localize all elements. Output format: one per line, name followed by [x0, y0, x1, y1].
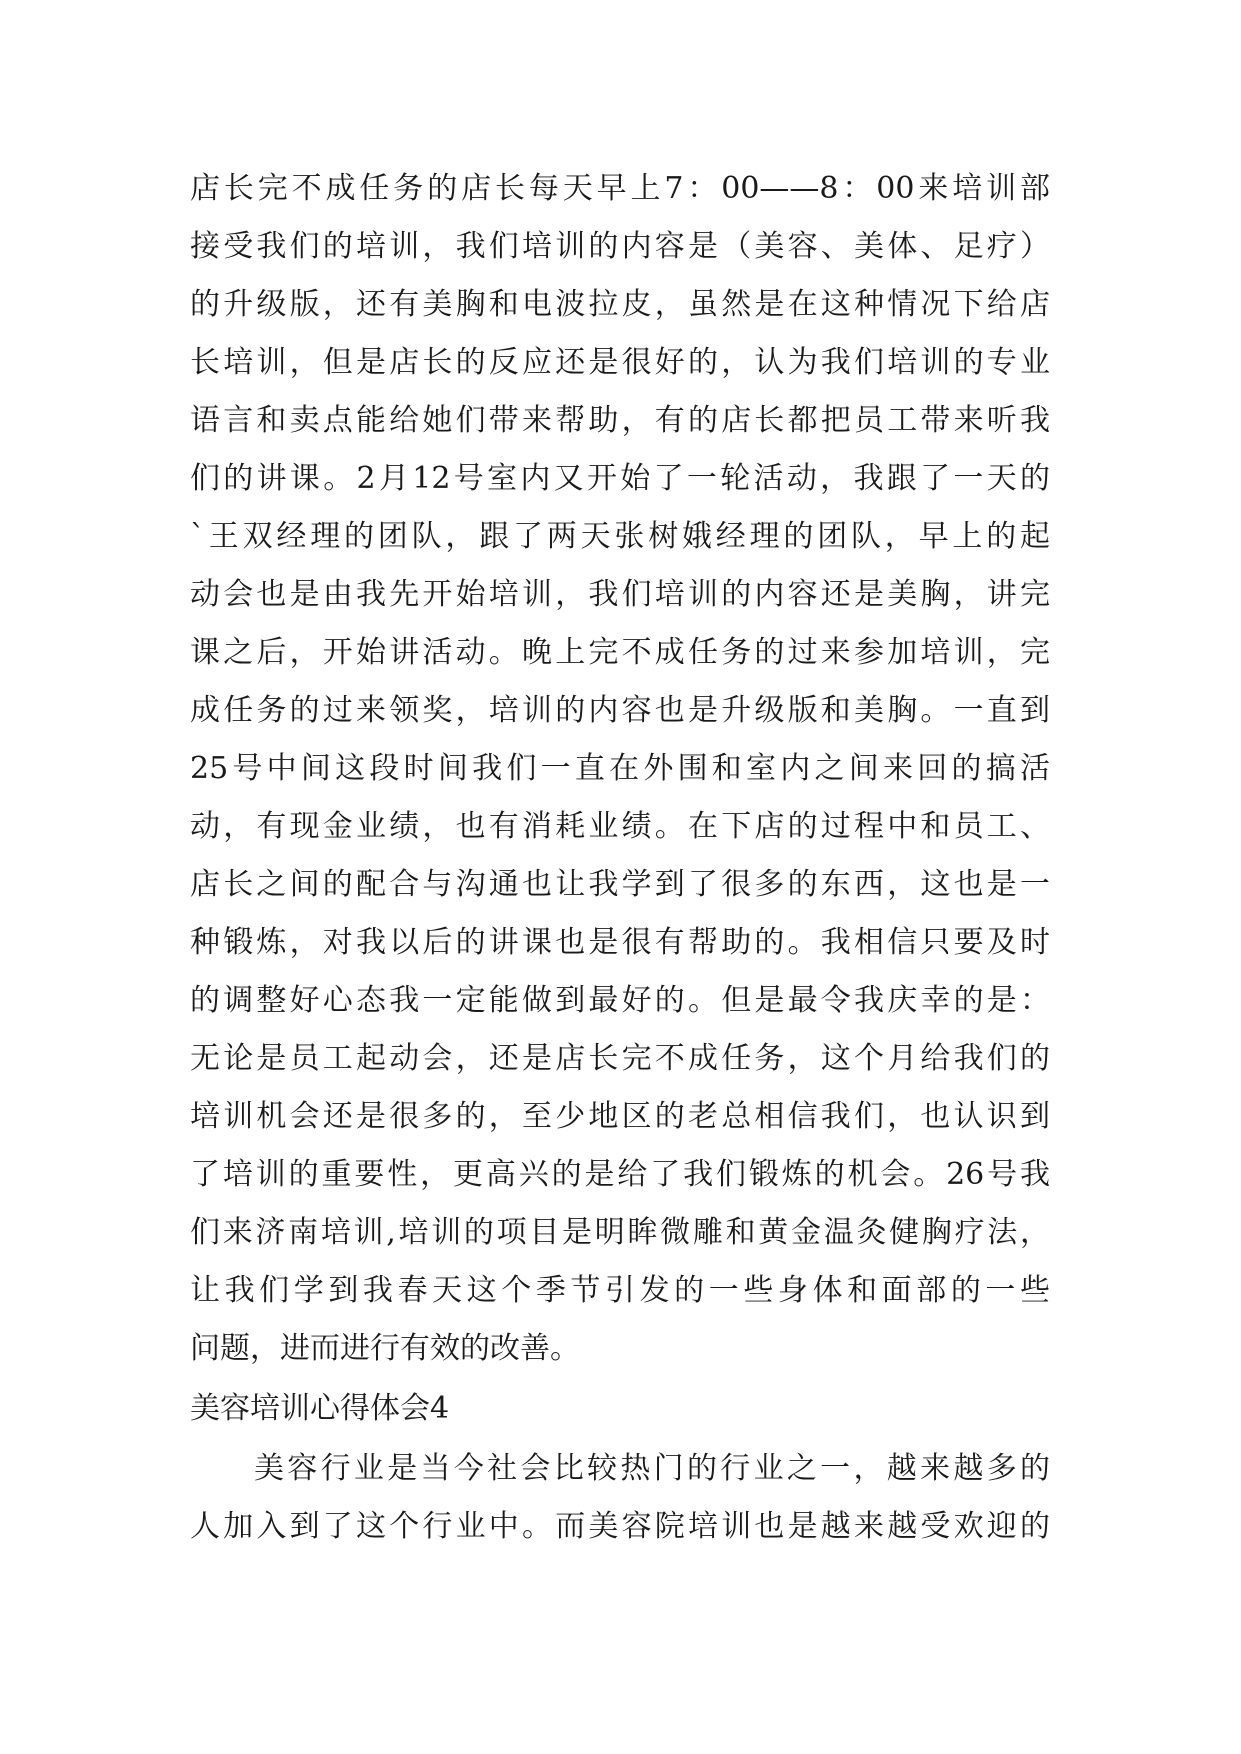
text-line: 们来济南培训,培训的项目是明眸微雕和黄金温灸健胸疗法，: [190, 1215, 1050, 1250]
text-line: 店长之间的配合与沟通也让我学到了很多的东西，这也是一: [190, 867, 1050, 902]
text-line: 接受我们的培训，我们培训的内容是（美容、美体、足疗）: [190, 229, 1050, 264]
text-line: `王双经理的团队，跟了两天张树娥经理的团队，早上的起: [190, 519, 1050, 554]
text-line: 的调整好心态我一定能做到最好的。但是最令我庆幸的是：: [190, 983, 1050, 1018]
text-line: 种锻炼，对我以后的讲课也是很有帮助的。我相信只要及时: [190, 925, 1050, 960]
text-line: 动，有现金业绩，也有消耗业绩。在下店的过程中和员工、: [190, 809, 1050, 844]
text-line: 美容行业是当今社会比较热门的行业之一，越来越多的: [254, 1451, 1050, 1486]
text-line: 培训机会还是很多的，至少地区的老总相信我们，也认识到: [190, 1099, 1050, 1134]
text-line: 让我们学到我春天这个季节引发的一些身体和面部的一些: [190, 1273, 1050, 1308]
text-line: 人加入到了这个行业中。而美容院培训也是越来越受欢迎的: [190, 1509, 1050, 1544]
text-line: 问题，进而进行有效的改善。: [190, 1331, 580, 1366]
section-heading: 美容培训心得体会4: [190, 1391, 450, 1426]
text-line: 语言和卖点能给她们带来帮助，有的店长都把员工带来听我: [190, 403, 1050, 438]
text-line: 成任务的过来领奖，培训的内容也是升级版和美胸。一直到: [190, 693, 1050, 728]
text-line: 课之后，开始讲活动。晚上完不成任务的过来参加培训，完: [190, 635, 1050, 670]
paragraph-1: [190, 160, 1050, 1378]
text-line: 长培训，但是店长的反应还是很好的，认为我们培训的专业: [190, 345, 1050, 380]
text-line: 们的讲课。2月12号室内又开始了一轮活动，我跟了一天的: [190, 461, 1050, 496]
text-line: 了培训的重要性，更高兴的是给了我们锻炼的机会。26号我: [190, 1157, 1050, 1192]
text-line: 动会也是由我先开始培训，我们培训的内容还是美胸，讲完: [190, 577, 1050, 612]
document-body: [190, 160, 1050, 1556]
text-line: 的升级版，还有美胸和电波拉皮，虽然是在这种情况下给店: [190, 287, 1050, 322]
text-line: 25号中间这段时间我们一直在外围和室内之间来回的搞活: [190, 751, 1050, 786]
paragraph-2: [190, 1440, 1050, 1556]
text-line: 店长完不成任务的店长每天早上7：00——8：00来培训部: [190, 171, 1050, 206]
text-line: 无论是员工起动会，还是店长完不成任务，这个月给我们的: [190, 1041, 1050, 1076]
